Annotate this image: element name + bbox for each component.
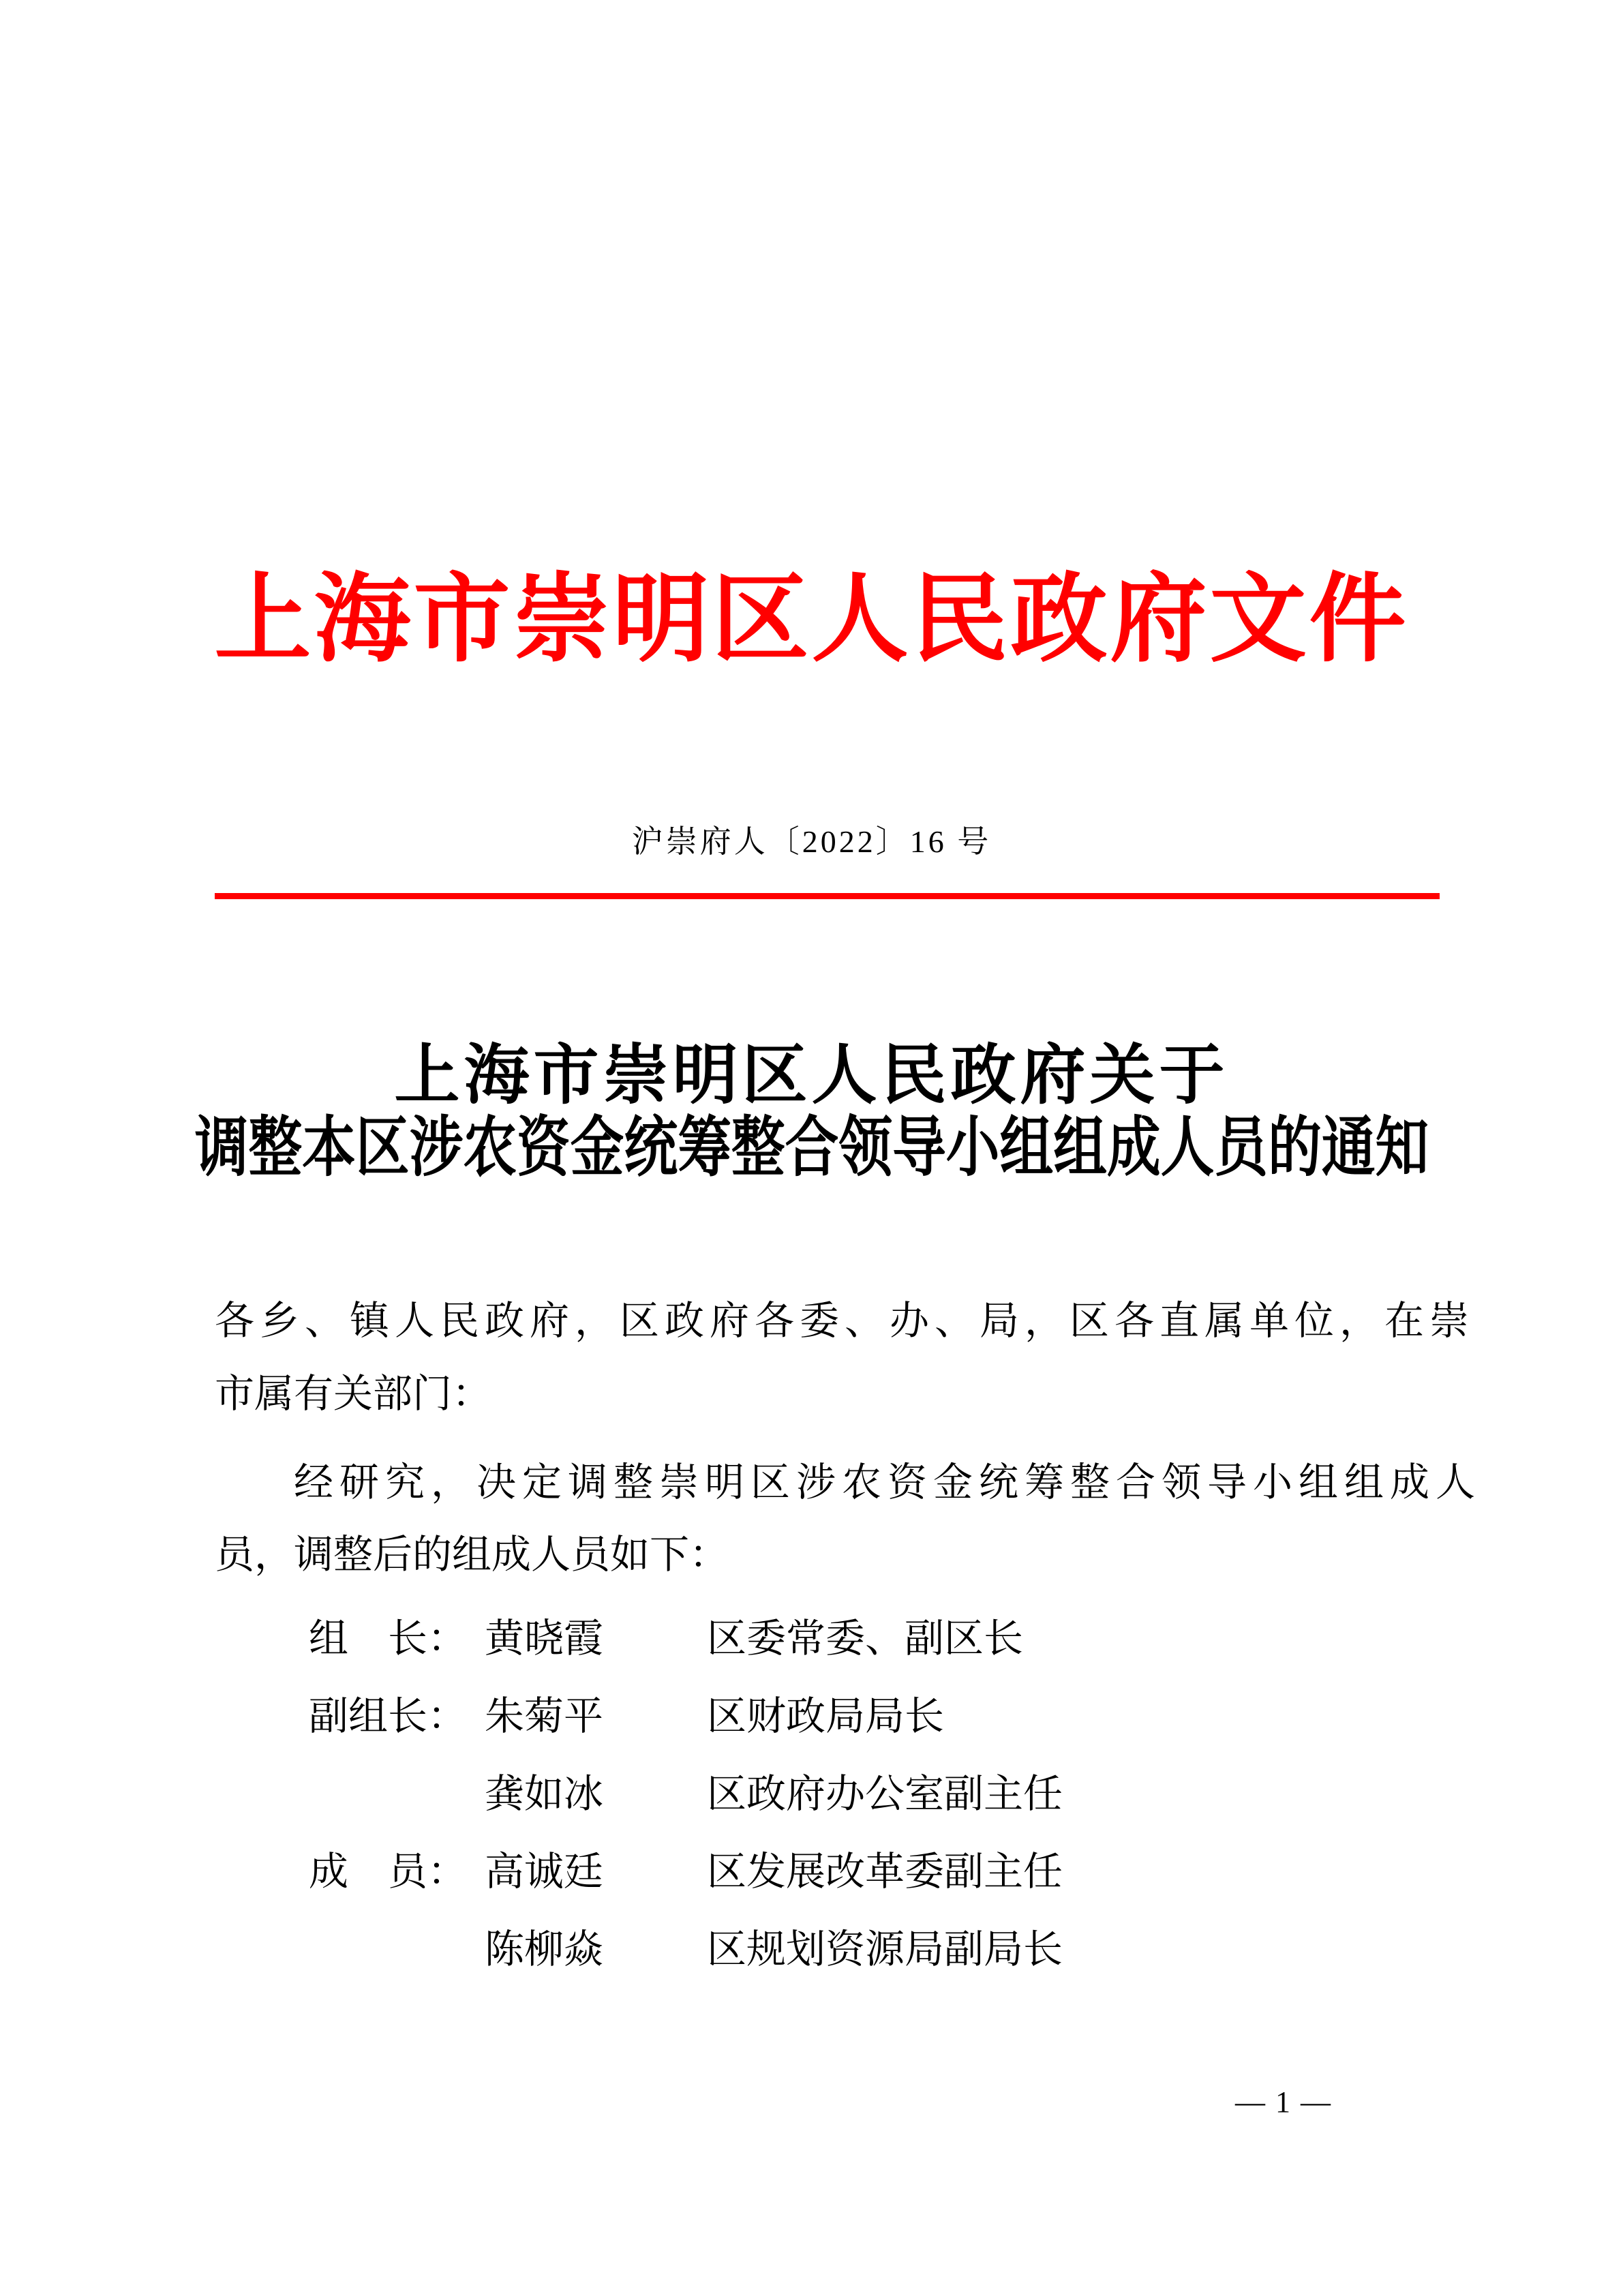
member-position: 区政府办公室副主任 (707, 1772, 1063, 1816)
member-row-deputy-leader-2 (309, 1751, 1063, 1829)
recipients-line1: 各乡、镇人民政府，区政府各委、办、局，区各直属单位，在崇 (215, 1299, 1475, 1343)
recipients-line2: 市属有关部门： (215, 1372, 492, 1416)
header-divider-rule (215, 893, 1440, 899)
decision-paragraph-line2: 员，调整后的组成人员如下： (215, 1532, 729, 1577)
member-role-label: 组 长： (309, 1616, 468, 1661)
doc-title-line2-text: 调整本区涉农资金统筹整合领导小组组成人员的通知 (194, 1111, 1429, 1184)
member-position: 区委常委、副区长 (707, 1616, 1024, 1661)
member-position: 区发展改革委副主任 (707, 1849, 1063, 1894)
leadership-member-list (309, 1596, 1063, 1984)
doc-title-line2 (0, 1111, 1623, 1184)
member-name: 陈柳焱 (485, 1927, 604, 1972)
page-number: — 1 — (1235, 2085, 1332, 2119)
member-position: 区规划资源局副局长 (707, 1927, 1063, 1972)
member-row-member (309, 1829, 1063, 1907)
document-reference-number: 沪崇府人〔2022〕16 号 (631, 824, 992, 859)
member-name: 黄晓霞 (485, 1616, 604, 1661)
member-role-label: 副组长： (309, 1694, 468, 1738)
government-masthead-title: 上海市崇明区人民政府文件 (214, 566, 1409, 674)
member-role-label: 成 员： (309, 1849, 468, 1894)
decision-paragraph-line1: 经研究，决定调整崇明区涉农资金统筹整合领导小组组成人 (294, 1460, 1482, 1505)
doc-title-line1: 上海市崇明区人民政府关于 (394, 1039, 1229, 1112)
member-row-deputy-leader (309, 1674, 1063, 1751)
member-position: 区财政局局长 (707, 1694, 945, 1738)
member-name: 朱菊平 (485, 1694, 604, 1738)
member-row-leader (309, 1596, 1063, 1674)
member-row-member-2 (309, 1907, 1063, 1984)
member-name: 龚如冰 (485, 1772, 604, 1816)
member-name: 高诚廷 (485, 1849, 604, 1894)
